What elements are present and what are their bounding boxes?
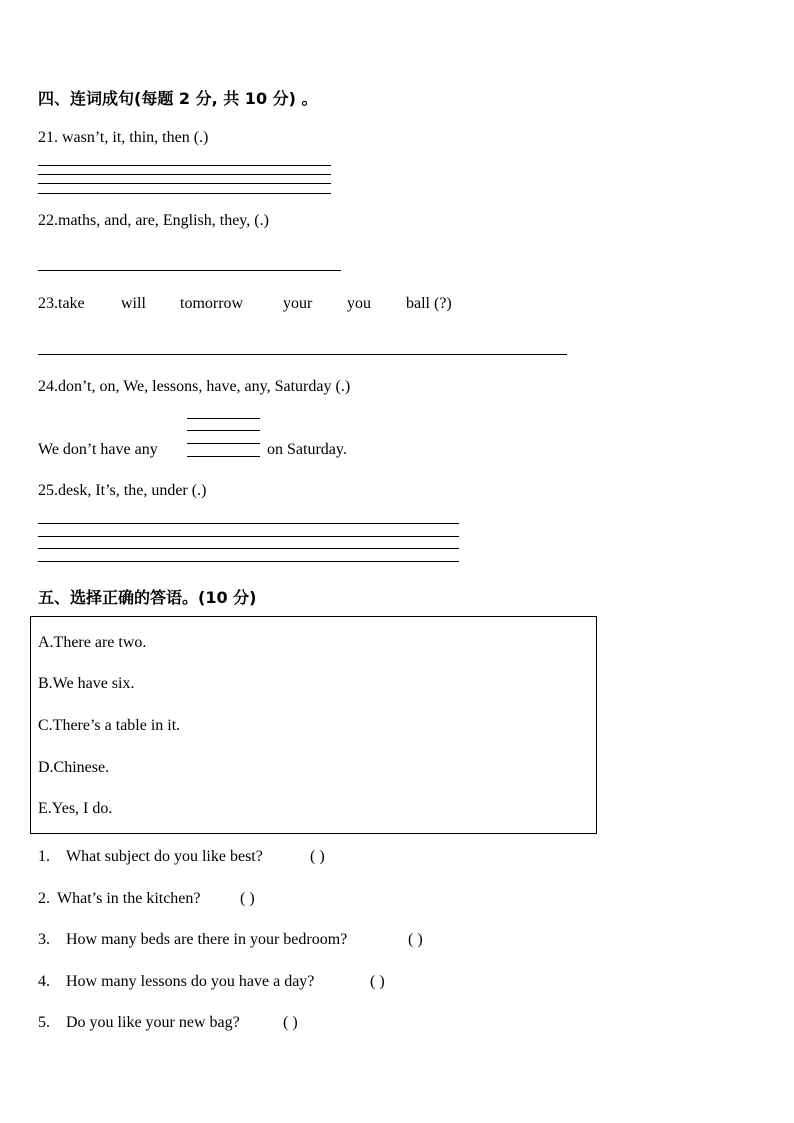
question-number: 4. [38,973,50,990]
answer-blank[interactable]: ( ) [283,1014,298,1031]
answer-line [38,536,459,537]
question-22: 22.maths, and, are, English, they, (.) [38,212,269,229]
answer-line-22 [38,270,341,271]
question-number: 3. [38,931,50,948]
answer-line [38,548,459,549]
question-24-sentence-end: on Saturday. [267,441,347,458]
question-text: Do you like your new bag? [66,1014,240,1031]
question-24: 24.don’t, on, We, lessons, have, any, Saturday (.) [38,378,351,395]
answer-line [38,561,459,562]
question-23-word: you [347,295,371,312]
question-23-word: tomorrow [180,295,244,312]
question-23-word: your [283,295,313,312]
question-23-word: ball (?) [406,295,452,312]
answer-blank[interactable]: ( ) [408,931,423,948]
answer-line [38,165,331,166]
option-e: E.Yes, I do. [38,800,113,817]
question-number: 2. [38,890,50,907]
answer-blank[interactable]: ( ) [240,890,255,907]
section5-title: 五、选择正确的答语。(10 分) [38,588,257,607]
section4-title: 四、连词成句(每题 2 分, 共 10 分) 。 [38,89,318,108]
answer-line [187,443,260,444]
answer-line [38,183,331,184]
answer-line [187,418,260,419]
question-number: 5. [38,1014,50,1031]
question-number: 1. [38,848,50,865]
question-23-number-word: 23.take [38,295,85,312]
answer-line [187,456,260,457]
answer-line [38,523,459,524]
question-24-sentence-start: We don’t have any [38,441,158,458]
question-text: How many lessons do you have a day? [66,973,315,990]
answer-blank[interactable]: ( ) [370,973,385,990]
option-a: A.There are two. [38,634,147,651]
answer-line [38,193,331,194]
question-21: 21. wasn’t, it, thin, then (.) [38,129,209,146]
answer-line-23 [38,354,567,355]
question-text: What’s in the kitchen? [57,890,201,907]
question-text: How many beds are there in your bedroom? [66,931,348,948]
question-25: 25.desk, It’s, the, under (.) [38,482,207,499]
answer-blank[interactable]: ( ) [310,848,325,865]
answer-line [38,174,331,175]
question-23-word: will [121,295,146,312]
option-c: C.There’s a table in it. [38,717,181,734]
question-text: What subject do you like best? [66,848,263,865]
answer-line [187,430,260,431]
option-d: D.Chinese. [38,759,110,776]
option-b: B.We have six. [38,675,135,692]
